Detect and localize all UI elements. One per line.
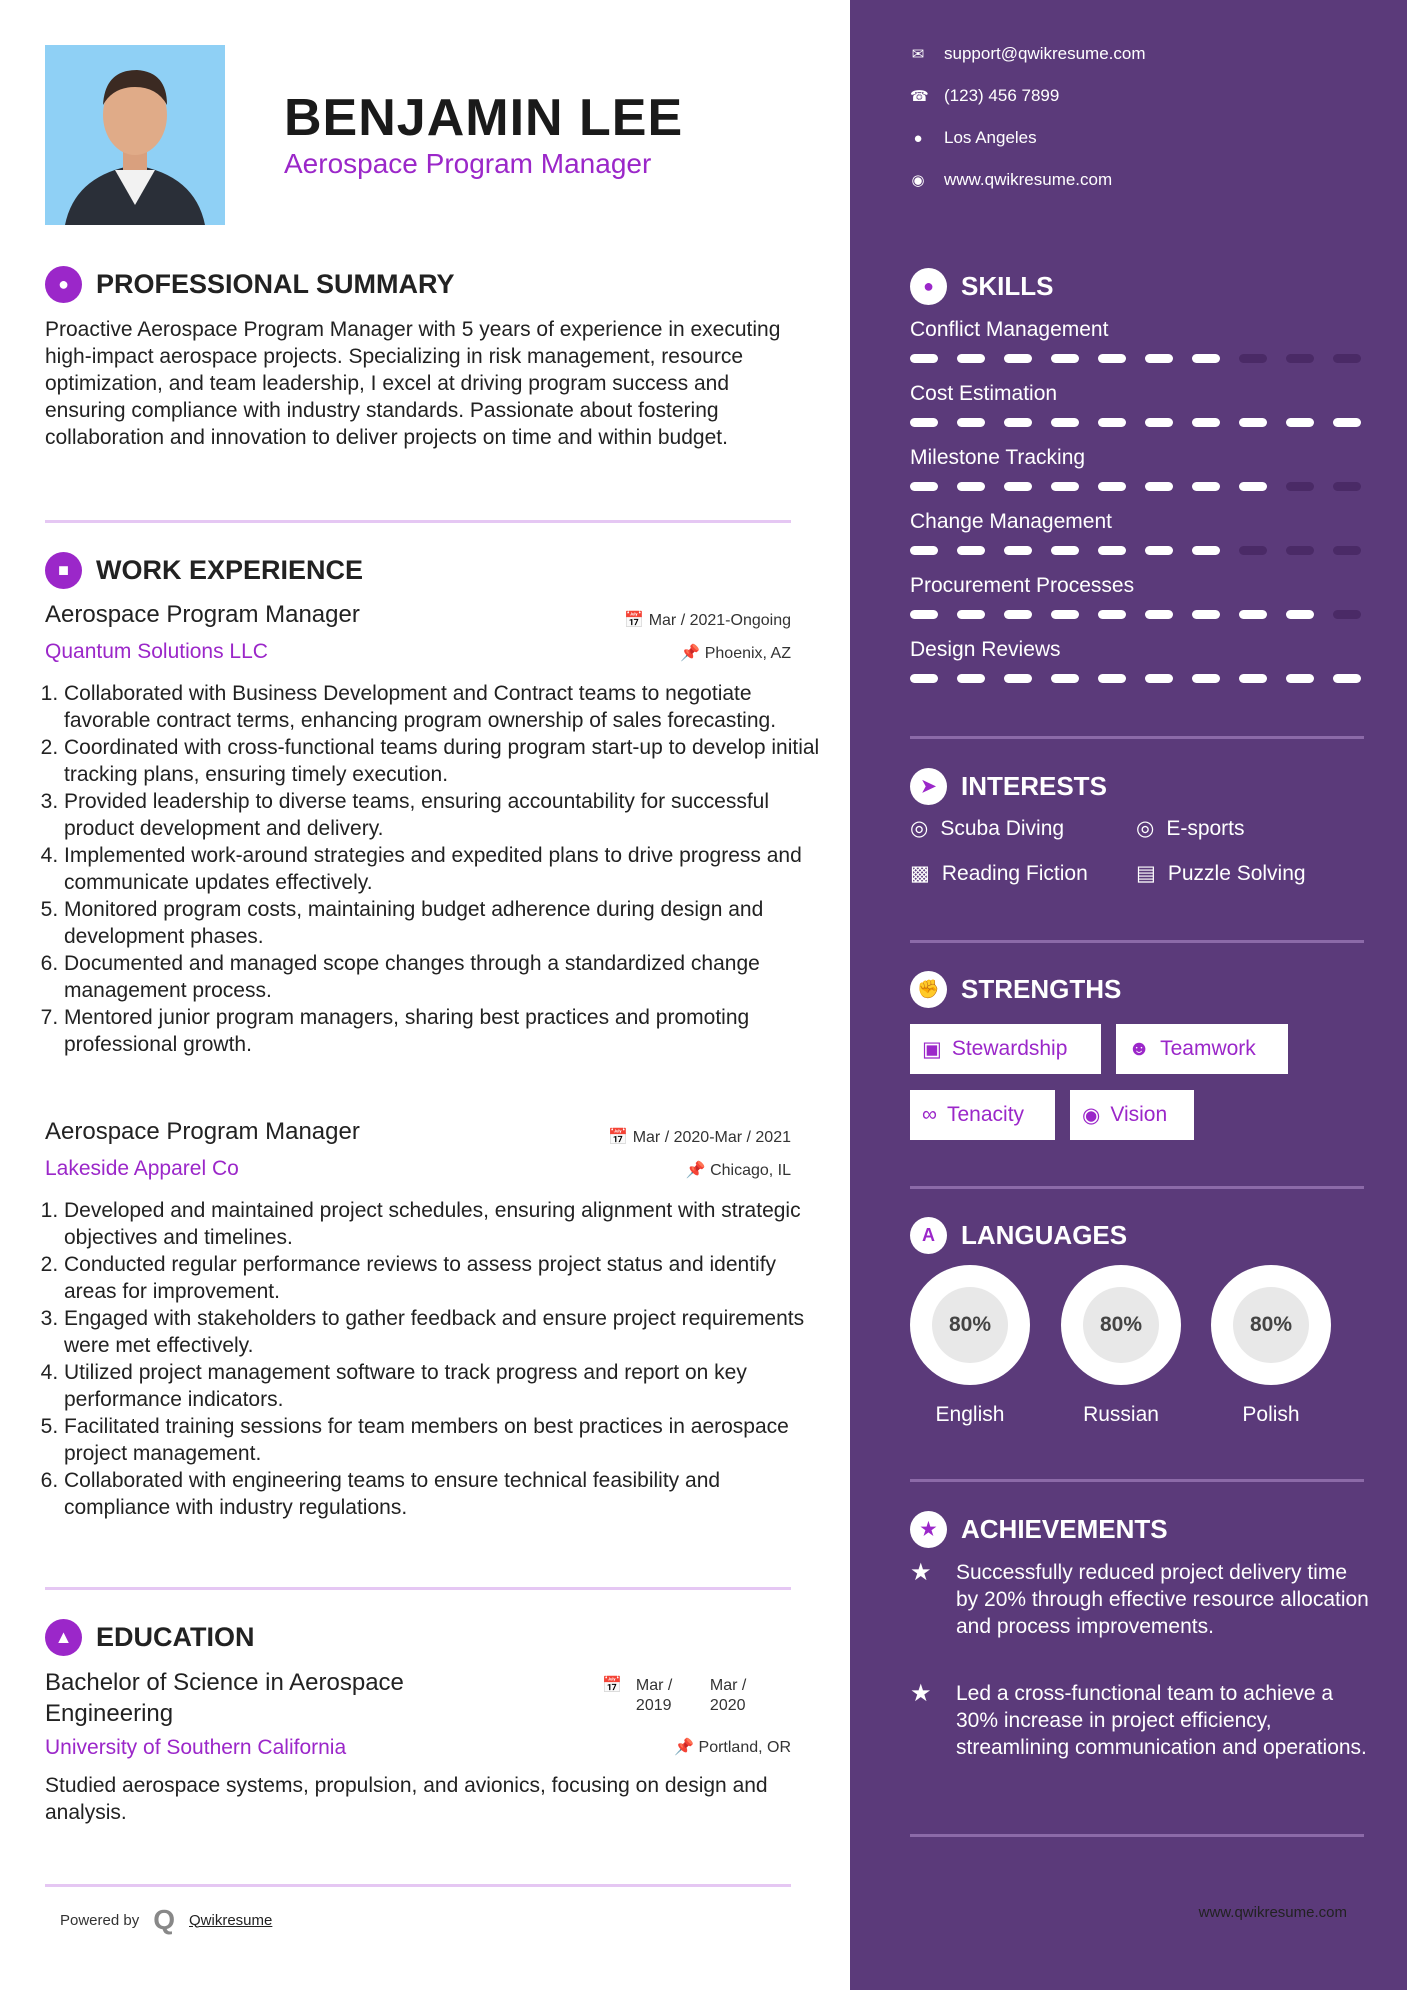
languages-heading: A LANGUAGES [910,1217,1127,1254]
section-divider [45,1587,791,1590]
section-divider [45,520,791,523]
envelope-icon: ✉ [911,46,925,63]
job-title: Aerospace Program Manager [45,601,360,628]
skill-level-segment [1051,674,1079,683]
job-company: Quantum Solutions LLC [45,640,268,663]
skill-level-segment [1239,354,1267,363]
skill-level-segment [1051,354,1079,363]
section-divider [910,736,1364,739]
education-text: Studied aerospace systems, propulsion, and avionics, focusing on design and analysis. [45,1774,768,1824]
skill-level-segment [1145,610,1173,619]
book-icon: ▤ [1136,862,1156,885]
skill-level-bar [910,354,1361,363]
section-divider [45,1884,791,1887]
skill-level-segment [1333,546,1361,555]
paper-plane-icon: ➤ [910,768,947,805]
pin-icon: 📌 [685,1162,706,1179]
achievements-heading: ★ ACHIEVEMENTS [910,1511,1168,1548]
skill-name: Milestone Tracking [910,446,1086,469]
job-location: 📌 Phoenix, AZ [680,645,791,662]
interests-heading: ➤ INTERESTS [910,768,1107,805]
life-ring-icon: ◎ [910,817,929,840]
skill-level-bar [910,674,1361,683]
life-ring-icon: ◎ [1136,817,1155,840]
summary-heading: ● PROFESSIONAL SUMMARY [45,266,455,303]
interest-item: ▤ Puzzle Solving [1136,861,1306,885]
skill-level-segment [1333,674,1361,683]
list-item: 1. Developed and maintained project schedules, ensuring alignment with strategic objectives and timelines. [64,1197,824,1251]
skill-level-segment [910,546,938,555]
binoculars-icon: ◉ [1082,1103,1101,1127]
skill-level-segment [1239,482,1267,491]
list-item: 5. Monitored program costs, maintaining budget adherence during design and development phases. [64,896,824,950]
skill-level-segment [1051,418,1079,427]
skill-level-bar [910,546,1361,555]
skill-level-segment [1004,418,1032,427]
skill-level-segment [1192,546,1220,555]
skill-level-segment [957,354,985,363]
phone-icon: ☎ [910,88,929,105]
interest-item: ◎ E-sports [1136,816,1245,840]
skill-level-segment [1004,482,1032,491]
skill-level-segment [1192,482,1220,491]
language-ring: 80% [1061,1265,1181,1385]
fist-icon: ✊ [910,971,947,1008]
contact-website[interactable]: ◉ www.qwikresume.com [911,170,1113,189]
section-divider [910,1479,1364,1482]
list-item: 4. Implemented work-around strategies and expedited plans to drive progress and communicate updates effectively. [64,842,824,896]
skill-level-segment [1286,546,1314,555]
skill-level-segment [1051,482,1079,491]
skill-level-segment [1098,610,1126,619]
skill-level-segment [957,674,985,683]
skill-level-segment [1239,546,1267,555]
skill-level-segment [1145,546,1173,555]
skill-level-segment [1239,610,1267,619]
list-item: 7. Mentored junior program managers, sharing best practices and promoting professional growth. [64,1004,824,1058]
list-item: 3. Provided leadership to diverse teams, ensuring accountability for successful product development and delivery. [64,788,824,842]
footer-url[interactable]: www.qwikresume.com [1198,1904,1347,1921]
skill-level-segment [957,610,985,619]
language-item: 80% Polish [1211,1265,1331,1427]
chair-icon: ■ [45,552,82,589]
language-item: 80% English [910,1265,1030,1427]
skill-name: Design Reviews [910,638,1061,661]
skill-level-segment [1004,610,1032,619]
skill-level-segment [1333,610,1361,619]
contact-email[interactable]: ✉ support@qwikresume.com [911,44,1146,63]
skill-level-segment [957,546,985,555]
skill-level-segment [1004,354,1032,363]
skill-level-bar [910,418,1361,427]
calendar-icon: 📅 [602,1677,622,1694]
skill-name: Procurement Processes [910,574,1135,597]
summary-text: Proactive Aerospace Program Manager with 5 years of experience in executing high-impact aerospace projects. Specializing in risk management, resource optimization, and team leadership, I excel at driving program success and ensuring compliance with industry standards. Passionate about fostering collaboration and innovation to deliver projects on time and within budget. [45,318,781,449]
skill-name: Change Management [910,510,1112,533]
skill-level-segment [1286,674,1314,683]
skill-level-segment [1098,418,1126,427]
strengths-heading: ✊ STRENGTHS [910,971,1121,1008]
skill-level-segment [1004,674,1032,683]
skill-level-segment [1239,674,1267,683]
list-item: 1. Collaborated with Business Development and Contract teams to negotiate favorable contract terms, enhancing program ownership of sales forecasting. [64,680,824,734]
education-heading: ▲ EDUCATION [45,1619,255,1656]
skill-level-segment [1192,354,1220,363]
skill-level-segment [910,610,938,619]
skill-level-segment [1145,674,1173,683]
skill-level-segment [1333,354,1361,363]
skill-level-segment [1145,482,1173,491]
skill-level-segment [1286,482,1314,491]
skill-level-segment [1192,610,1220,619]
contact-phone[interactable]: ☎ (123) 456 7899 [910,86,1060,105]
degree-title: Bachelor of Science in Aerospace Engineering [45,1669,404,1727]
skill-level-segment [1286,354,1314,363]
skill-level-segment [1051,546,1079,555]
skill-level-segment [1098,546,1126,555]
job-location: 📌 Chicago, IL [685,1162,791,1179]
skill-level-segment [1239,418,1267,427]
star-icon: ★ [910,1559,932,1586]
job-title: Aerospace Program Manager [45,1118,360,1145]
skills-heading: ● SKILLS [910,268,1053,305]
job-duties-list [38,680,824,1058]
skill-level-segment [1098,482,1126,491]
skill-level-segment [1051,610,1079,619]
experience-heading: ■ WORK EXPERIENCE [45,552,363,589]
skill-level-segment [957,418,985,427]
skill-level-segment [957,482,985,491]
graduation-cap-icon: ▲ [45,1619,82,1656]
achievement-item: ★ Led a cross-functional team to achieve a 30% increase in project efficiency, streamlining communication and operations. [910,1680,1367,1759]
calendar-icon: 📅 [624,612,645,629]
list-item: 3. Engaged with stakeholders to gather feedback and ensure project requirements were met effectively. [64,1305,824,1359]
skill-level-bar [910,610,1361,619]
skill-name: Conflict Management [910,318,1109,341]
list-item: 4. Utilized project management software to track progress and report on key performance indicators. [64,1359,824,1413]
list-item: 2. Conducted regular performance reviews to assess project status and identify areas for improvement. [64,1251,824,1305]
language-item: 80% Russian [1061,1265,1181,1427]
skill-name: Cost Estimation [910,382,1058,405]
job-date: 📅 Mar / 2020-Mar / 2021 [608,1129,791,1146]
skill-level-segment [1004,546,1032,555]
list-item: 2. Coordinated with cross-functional teams during program start-up to develop initial tracking plans, ensuring timely execution. [64,734,824,788]
education-dates: 📅 Mar / 2019 Mar / 2020 [602,1677,747,1714]
language-icon: A [910,1217,947,1254]
language-ring: 80% [910,1265,1030,1385]
candidate-name: BENJAMIN LEE [284,89,684,147]
skill-level-segment [910,418,938,427]
pin-icon: 📌 [680,645,701,662]
list-item: 6. Documented and managed scope changes through a standardized change management process. [64,950,824,1004]
strength-tag: ∞ Tenacity [910,1090,1055,1140]
briefcase-icon: ▣ [922,1037,942,1061]
pin-icon: 📌 [674,1739,695,1756]
skill-level-segment [1145,354,1173,363]
section-divider [910,940,1364,943]
strength-tag: ◉ Vision [1070,1090,1194,1140]
skill-level-segment [910,482,938,491]
job-company: Lakeside Apparel Co [45,1157,239,1180]
powered-by: Powered by Q Qwikresume [60,1904,273,1935]
skill-level-segment [1098,674,1126,683]
star-badge-icon: ★ [910,1511,947,1548]
gamepad-icon: ▩ [910,862,930,885]
skill-level-bar [910,482,1361,491]
calendar-icon: 📅 [608,1129,629,1146]
candidate-role: Aerospace Program Manager [284,148,652,179]
skill-level-segment [910,674,938,683]
users-icon: ☻ [1128,1037,1151,1060]
contact-location: ● Los Angeles [910,128,1037,148]
map-marker-icon: ● [913,129,923,147]
interest-item: ◎ Scuba Diving [910,816,1065,840]
skill-level-segment [1286,418,1314,427]
achievement-item: ★ Successfully reduced project delivery time by 20% through effective resource allocation and process improvements. [910,1559,1369,1638]
skill-level-segment [1333,482,1361,491]
globe-icon: ◉ [911,172,925,189]
lightbulb-icon: ● [910,268,947,305]
skill-level-segment [1192,674,1220,683]
profile-photo [45,45,225,225]
section-divider [910,1834,1364,1837]
job-date: 📅 Mar / 2021-Ongoing [624,612,791,629]
qwikresume-link[interactable]: Qwikresume [189,1911,273,1929]
job-duties-list [38,1197,824,1521]
strength-tag: ☻ Teamwork [1116,1024,1288,1074]
language-ring: 80% [1211,1265,1331,1385]
qwikresume-logo-icon: Q [153,1904,175,1935]
list-item: 5. Facilitated training sessions for team members on best practices in aerospace project management. [64,1413,824,1467]
skill-level-segment [1098,354,1126,363]
school-name: University of Southern California [45,1736,347,1759]
skill-level-segment [1145,418,1173,427]
section-divider [910,1186,1364,1189]
strength-tag: ▣ Stewardship [910,1024,1101,1074]
user-icon: ● [45,266,82,303]
list-item: 6. Collaborated with engineering teams to ensure technical feasibility and compliance with industry regulations. [64,1467,824,1521]
skill-level-segment [1333,418,1361,427]
education-location: 📌 Portland, OR [674,1739,791,1756]
link-icon: ∞ [922,1103,937,1126]
interest-item: ▩ Reading Fiction [910,861,1088,885]
skill-level-segment [1286,610,1314,619]
skill-level-segment [1192,418,1220,427]
star-icon: ★ [910,1680,932,1707]
skill-level-segment [910,354,938,363]
